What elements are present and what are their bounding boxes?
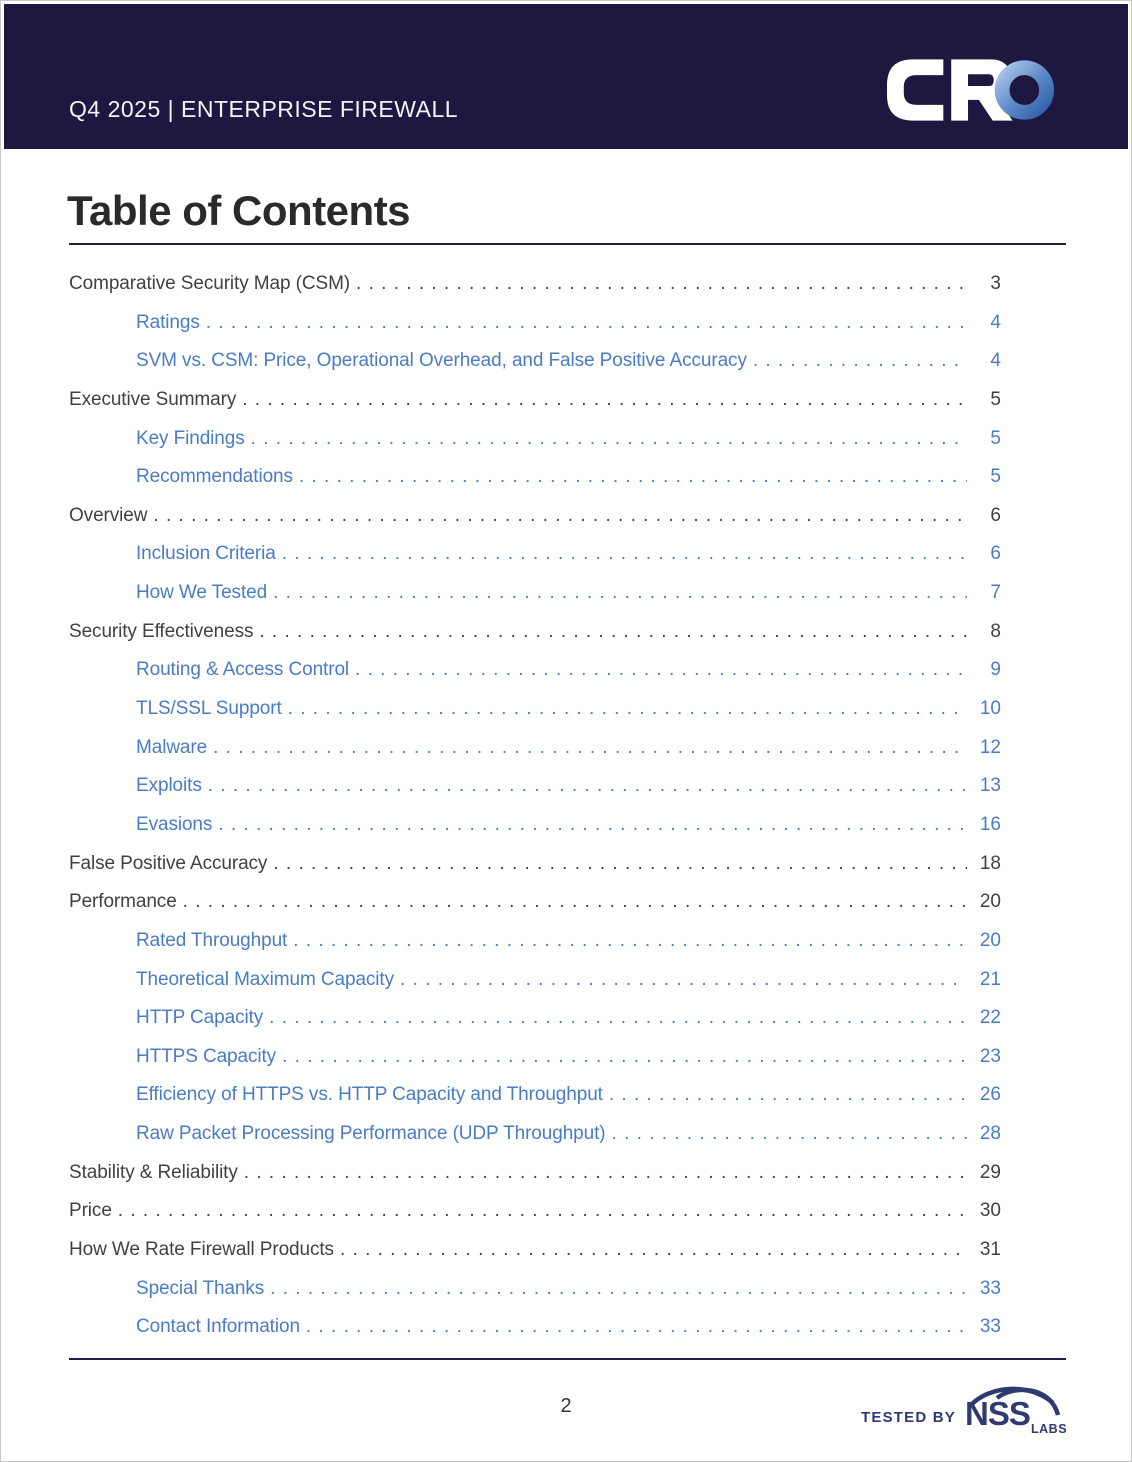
toc-entry-page: 23 [979,1045,1001,1067]
toc-dot-leader [242,381,967,420]
toc-entry-label: Raw Packet Processing Performance (UDP Throughput) [136,1123,606,1145]
toc-entry-label: How We Tested [136,582,268,604]
cro-logo [886,58,1054,122]
toc-entry-page: 4 [990,311,1001,333]
toc-dot-leader [612,1115,967,1154]
toc-entry-page: 4 [990,350,1001,372]
toc-entry-label: Stability & Reliability [69,1161,238,1183]
toc-entry[interactable] [69,883,1001,922]
toc-entry[interactable] [69,845,1001,884]
toc-entry[interactable] [69,1308,1001,1347]
toc-entry[interactable] [69,767,1001,806]
toc-dot-leader [270,1270,967,1309]
toc-entry[interactable] [69,381,1001,420]
toc-entry-page: 7 [990,582,1001,604]
toc-entry-label: Overview [69,504,148,526]
cro-logo-letter-c [887,59,943,120]
toc-entry[interactable] [69,265,1001,304]
toc-entry-label: Key Findings [136,427,245,449]
toc-dot-leader [299,458,967,497]
toc-entry[interactable] [69,342,1001,381]
toc-entry-label: HTTP Capacity [136,1007,264,1029]
toc-entry-page: 6 [990,504,1001,526]
toc-entry[interactable] [69,1270,1001,1309]
toc-entry-page: 18 [979,852,1001,874]
toc-dot-leader [355,651,967,690]
toc-dot-leader [753,342,967,381]
toc-entry-label: Rated Throughput [136,929,288,951]
toc-dot-leader [213,729,967,768]
toc-entry-page: 6 [990,543,1001,565]
toc-entry[interactable] [69,729,1001,768]
title-divider [69,243,1066,245]
toc-entry-page: 28 [979,1123,1001,1145]
toc-entry-label: Comparative Security Map (CSM) [69,273,351,294]
toc-entry[interactable] [69,613,1001,652]
toc-dot-leader [118,1192,967,1231]
toc-entry-page: 5 [990,427,1001,449]
toc-entry-label: Routing & Access Control [136,659,350,681]
toc-entry[interactable] [69,1038,1001,1077]
toc-dot-leader [288,690,967,729]
toc-entry-page: 21 [979,968,1001,990]
toc-entry-page: 29 [979,1161,1001,1183]
toc-entry-label: Exploits [136,775,202,797]
toc-dot-leader [153,497,967,536]
toc-dot-leader [340,1231,967,1270]
toc-entry-page: 12 [979,736,1001,758]
toc-entry-page: 33 [979,1316,1001,1338]
toc-entry[interactable] [69,1076,1001,1115]
toc-entry-page: 13 [979,775,1001,797]
toc-entry-page: 3 [990,273,1001,294]
toc-dot-leader [208,767,967,806]
toc-entry-label: Contact Information [136,1316,300,1338]
toc-entry[interactable] [69,961,1001,1000]
toc-dot-leader [293,922,967,961]
toc-entry-label: Inclusion Criteria [136,543,276,565]
toc-entry[interactable] [69,651,1001,690]
toc-entry-page: 9 [990,659,1001,681]
toc-dot-leader [400,961,967,1000]
toc-entry[interactable] [69,1231,1001,1270]
report-edition-title: Q4 2025 | ENTERPRISE FIREWALL [69,96,459,122]
toc-entry[interactable] [69,806,1001,845]
toc-entry-label: How We Rate Firewall Products [69,1239,334,1261]
toc-entry-page: 8 [990,620,1001,642]
nss-labs-logo [861,1383,1067,1437]
svg-text:NSS: NSS [965,1395,1030,1432]
toc-dot-leader [259,613,967,652]
toc-dot-leader [273,574,967,613]
toc-entry-page: 26 [979,1084,1001,1106]
toc-entry-label: Performance [69,891,177,913]
toc-entry[interactable] [69,497,1001,536]
toc-dot-leader [609,1076,967,1115]
toc-dot-leader [282,535,967,574]
toc-entry[interactable] [69,922,1001,961]
toc-entry-label: Efficiency of HTTPS vs. HTTP Capacity and Throughput [136,1084,603,1106]
page-number: 2 [560,1395,572,1417]
toc-entry-label: Special Thanks [136,1277,265,1299]
toc-dot-leader [273,845,967,884]
toc-entry[interactable] [69,1115,1001,1154]
toc-entry-page: 20 [979,929,1001,951]
toc-entry[interactable] [69,535,1001,574]
toc-entry-page: 16 [979,813,1001,835]
toc-entry-page: 22 [979,1007,1001,1029]
toc-dot-leader [269,999,967,1038]
toc-entry[interactable] [69,420,1001,459]
toc-entry[interactable] [69,458,1001,497]
toc-dot-leader [282,1038,967,1077]
toc-entry-label: TLS/SSL Support [136,698,282,720]
toc-dot-leader [218,806,967,845]
footer-divider [69,1358,1066,1360]
toc-entry-label: Recommendations [136,466,293,488]
toc-entry[interactable] [69,1154,1001,1193]
page-title: Table of Contents [67,187,411,234]
toc-entry-page: 10 [979,698,1001,720]
toc-entry-page: 30 [979,1200,1001,1222]
toc-entry[interactable] [69,999,1001,1038]
toc-entry[interactable] [69,574,1001,613]
toc-entry-label: Evasions [136,813,213,835]
toc-entry[interactable] [69,304,1001,343]
table-of-contents [69,265,1001,1347]
toc-entry-page: 33 [979,1277,1001,1299]
toc-entry-label: Price [69,1200,112,1222]
toc-dot-leader [356,265,967,304]
toc-entry-page: 31 [979,1239,1001,1261]
toc-entry-label: Security Effectiveness [69,620,254,642]
cro-logo-letter-o [1002,68,1046,112]
toc-dot-leader [244,1154,967,1193]
toc-entry-label: SVM vs. CSM: Price, Operational Overhead, and False Positive Accuracy [136,350,747,372]
toc-entry-page: 20 [979,891,1001,913]
toc-entry-label: HTTPS Capacity [136,1045,277,1067]
svg-text:LABS: LABS [1031,1422,1067,1436]
toc-entry-page: 5 [990,466,1001,488]
toc-entry-label: Ratings [136,311,200,333]
toc-dot-leader [206,304,967,343]
toc-entry[interactable] [69,1192,1001,1231]
toc-dot-leader [306,1308,967,1347]
tested-by-label: TESTED BY [861,1408,956,1426]
toc-entry-label: False Positive Accuracy [69,852,268,874]
toc-entry-label: Executive Summary [69,388,237,410]
toc-dot-leader [251,420,967,459]
toc-entry-label: Malware [136,736,208,758]
toc-entry-page: 5 [990,388,1001,410]
toc-dot-leader [183,883,967,922]
toc-entry-label: Theoretical Maximum Capacity [136,968,395,990]
report-header [4,4,1128,149]
nss-labs-mark [965,1383,1067,1437]
toc-entry[interactable] [69,690,1001,729]
